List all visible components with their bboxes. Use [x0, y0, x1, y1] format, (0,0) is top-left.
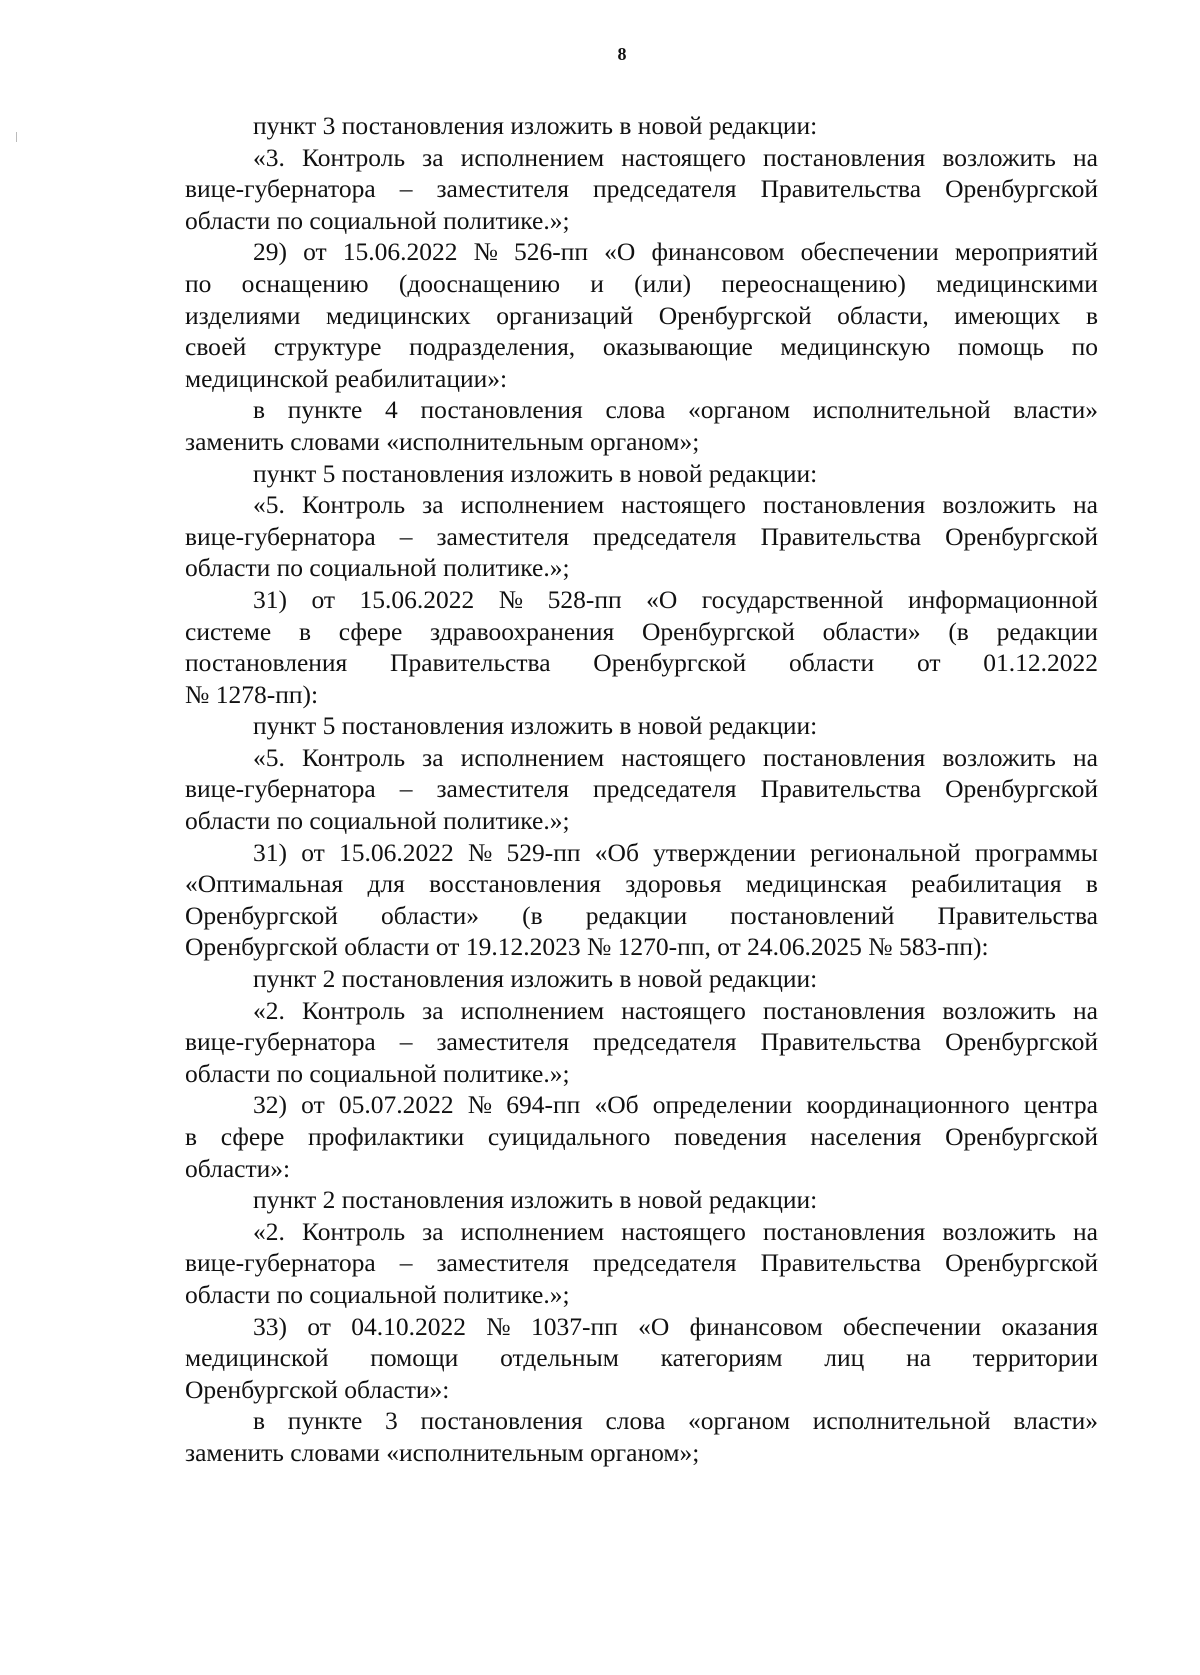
text-line: «5. Контроль за исполнением настоящего постановления возложить на: [253, 490, 1098, 520]
text-line: № 1278-пп):: [185, 679, 319, 709]
text-line: 32) от 05.07.2022 № 694-пп «Об определении координационного центра: [253, 1090, 1098, 1120]
text-line: вице-губернатора – заместителя председателя Правительства Оренбургской: [185, 1027, 1098, 1057]
text-line: 29) от 15.06.2022 № 526-пп «О финансовом обеспечении мероприятий: [253, 237, 1098, 267]
text-line: «2. Контроль за исполнением настоящего постановления возложить на: [253, 995, 1098, 1025]
text-line: области по социальной политике.»;: [185, 205, 570, 235]
text-line: «5. Контроль за исполнением настоящего постановления возложить на: [253, 742, 1098, 772]
text-line: медицинской реабилитации»:: [185, 363, 508, 393]
text-line: 31) от 15.06.2022 № 528-пп «О государственной информационной: [253, 584, 1098, 614]
text-line: вице-губернатора – заместителя председателя Правительства Оренбургской: [185, 774, 1098, 804]
text-line: медицинской помощи отдельным категориям лиц на территории: [185, 1343, 1098, 1373]
text-line: области по социальной политике.»;: [185, 1279, 570, 1309]
text-line: Оренбургской области от 19.12.2023 № 1270-пп, от 24.06.2025 № 583-пп):: [185, 932, 989, 962]
text-line: изделиями медицинских организаций Оренбургской области, имеющих в: [185, 300, 1098, 330]
text-line: пункт 2 постановления изложить в новой редакции:: [253, 964, 818, 994]
scan-margin-mark: [16, 132, 17, 142]
text-line: вице-губернатора – заместителя председателя Правительства Оренбургской: [185, 521, 1098, 551]
text-line: области»:: [185, 1153, 291, 1183]
text-line: области по социальной политике.»;: [185, 1058, 570, 1088]
text-line: по оснащению (дооснащению и (или) переоснащению) медицинскими: [185, 268, 1098, 298]
text-line: пункт 2 постановления изложить в новой редакции:: [253, 1185, 818, 1215]
text-line: вице-губернатора – заместителя председателя Правительства Оренбургской: [185, 174, 1098, 204]
text-line: Оренбургской области» (в редакции постановлений Правительства: [185, 900, 1098, 930]
text-line: в пункте 3 постановления слова «органом исполнительной власти»: [253, 1406, 1098, 1436]
text-line: системе в сфере здравоохранения Оренбургской области» (в редакции: [185, 616, 1098, 646]
text-line: в пункте 4 постановления слова «органом исполнительной власти»: [253, 395, 1098, 425]
text-line: постановления Правительства Оренбургской области от 01.12.2022: [185, 648, 1098, 678]
text-line: вице-губернатора – заместителя председателя Правительства Оренбургской: [185, 1248, 1098, 1278]
page-number: 8: [617, 44, 627, 64]
text-line: заменить словами «исполнительным органом»;: [185, 426, 700, 456]
text-line: 33) от 04.10.2022 № 1037-пп «О финансовом обеспечении оказания: [253, 1311, 1098, 1341]
text-line: своей структуре подразделения, оказывающие медицинскую помощь по: [185, 332, 1098, 362]
text-line: Оренбургской области»:: [185, 1374, 450, 1404]
text-lines: [185, 110, 1098, 1469]
text-line: области по социальной политике.»;: [185, 553, 570, 583]
text-line: «3. Контроль за исполнением настоящего постановления возложить на: [253, 142, 1098, 172]
text-line: пункт 3 постановления изложить в новой редакции:: [253, 111, 818, 140]
text-line: заменить словами «исполнительным органом»;: [185, 1437, 700, 1467]
document-body: [185, 110, 1098, 1469]
text-line: пункт 5 постановления изложить в новой редакции:: [253, 458, 818, 488]
text-line: области по социальной политике.»;: [185, 806, 570, 836]
text-line: 31) от 15.06.2022 № 529-пп «Об утверждении региональной программы: [253, 837, 1098, 867]
text-line: пункт 5 постановления изложить в новой редакции:: [253, 711, 818, 741]
text-line: «Оптимальная для восстановления здоровья медицинская реабилитация в: [185, 869, 1098, 899]
text-line: в сфере профилактики суицидального поведения населения Оренбургской: [185, 1122, 1098, 1151]
text-line: «2. Контроль за исполнением настоящего постановления возложить на: [253, 1216, 1098, 1246]
